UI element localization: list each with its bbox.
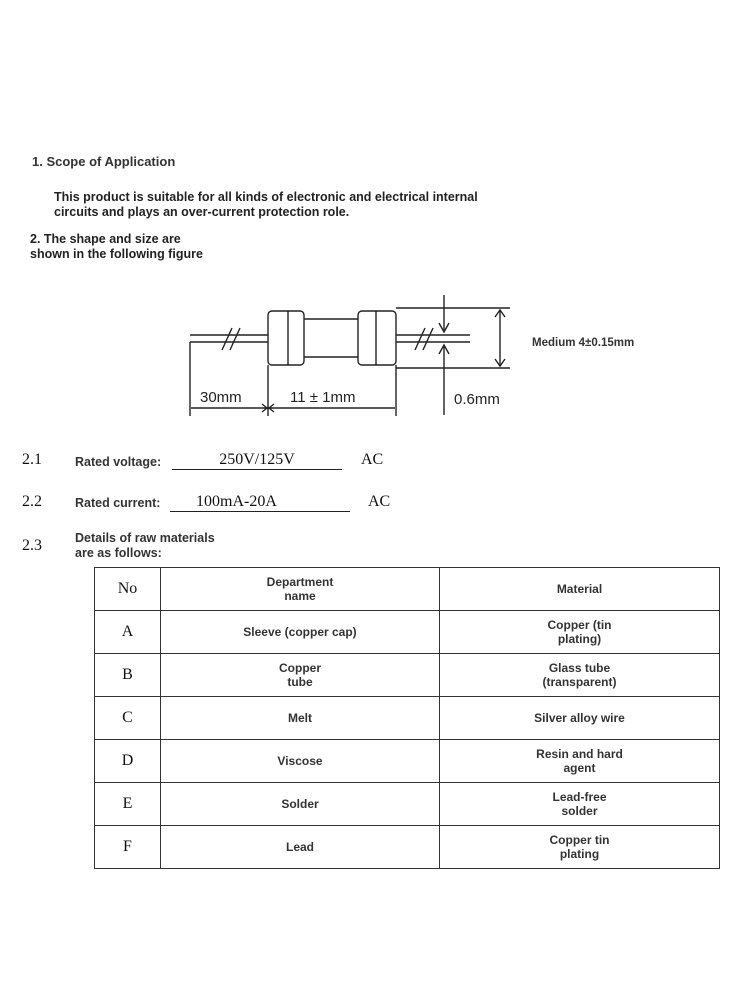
row-f-material (440, 826, 720, 869)
row-f-material-text: Copper tin plating (549, 833, 610, 861)
row-b-department-text: Copper tube (279, 661, 321, 689)
row-e-no: E (95, 783, 161, 826)
spec-2-2-number: 2.2 (22, 493, 42, 510)
table-row (95, 654, 720, 697)
table-row (95, 611, 720, 654)
materials-intro-line-1: Details of raw materials (75, 531, 215, 545)
table-row (95, 783, 720, 826)
row-a-material (440, 611, 720, 654)
row-e-department: Solder (161, 783, 440, 826)
rated-voltage-value: 250V/125V (172, 451, 342, 470)
row-b-department (161, 654, 440, 697)
lead-length-label: 30mm (200, 389, 242, 406)
rated-current-label: Rated current: (75, 496, 161, 510)
table-header-row (95, 568, 720, 611)
rated-current-unit: AC (368, 493, 391, 510)
section-1-title: 1. Scope of Application (32, 154, 176, 169)
row-b-no: B (95, 654, 161, 697)
row-a-department: Sleeve (copper cap) (161, 611, 440, 654)
row-d-department: Viscose (161, 740, 440, 783)
row-b-material-text: Glass tube (transparent) (542, 661, 617, 689)
table-row (95, 826, 720, 869)
medium-diameter-label: Medium 4±0.15mm (532, 337, 635, 349)
section-2-title-line-1: 2. The shape and size are (30, 232, 181, 246)
table-row (95, 740, 720, 783)
header-department-name-text: Department name (266, 575, 334, 603)
header-department-name (161, 568, 440, 611)
lead-diameter-label: 0.6mm (454, 391, 500, 408)
materials-intro-line-2: are as follows: (75, 546, 162, 560)
row-a-no: A (95, 611, 161, 654)
header-material: Material (440, 568, 720, 611)
section-2-title-line-2: shown in the following figure (30, 247, 203, 261)
row-b-material (440, 654, 720, 697)
row-d-material-text: Resin and hard agent (536, 747, 623, 775)
rated-voltage-label: Rated voltage: (75, 455, 162, 469)
row-a-material-text: Copper (tin plating) (547, 618, 612, 646)
row-e-material (440, 783, 720, 826)
section-1-body (54, 190, 574, 220)
header-no: No (95, 568, 161, 611)
spec-2-1-number: 2.1 (22, 451, 42, 468)
rated-current-value: 100mA-20A (170, 493, 350, 512)
row-f-no: F (95, 826, 161, 869)
section-1-body-line-1: This product is suitable for all kinds of electronic and electrical internal (54, 190, 478, 204)
section-1-body-line-2: circuits and plays an over-current protection role. (54, 205, 350, 219)
row-e-material-text: Lead-free solder (552, 790, 607, 818)
body-length-label: 11 ± 1mm (290, 389, 356, 406)
row-d-no: D (95, 740, 161, 783)
row-c-no: C (95, 697, 161, 740)
row-d-material (440, 740, 720, 783)
row-c-department: Melt (161, 697, 440, 740)
rated-voltage-unit: AC (361, 451, 384, 468)
section-2-title (30, 232, 203, 262)
row-f-department: Lead (161, 826, 440, 869)
materials-intro (75, 531, 215, 561)
materials-table (94, 567, 720, 869)
table-row (95, 697, 720, 740)
fuse-dimension-figure (0, 290, 750, 430)
spec-2-3-number: 2.3 (22, 537, 42, 554)
row-c-material: Silver alloy wire (440, 697, 720, 740)
